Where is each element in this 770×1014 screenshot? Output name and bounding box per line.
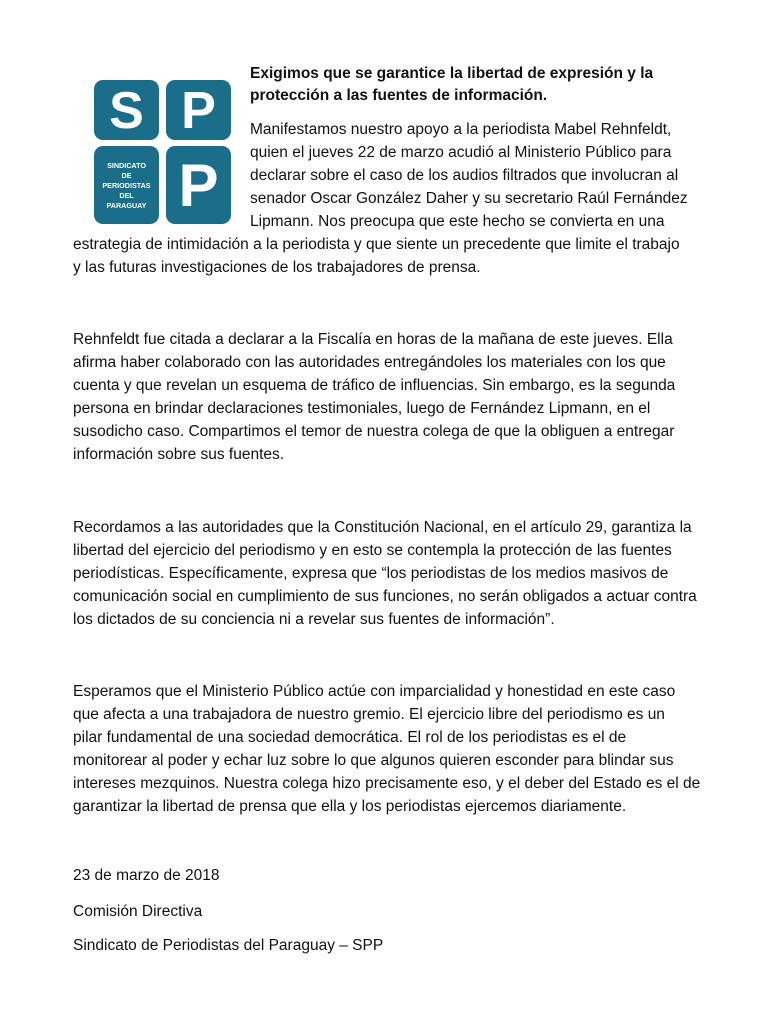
text-line: Recordamos a las autoridades que la Constitución Nacional, en el artículo 29, garantiza la xyxy=(73,519,692,536)
text-line: monitorear al poder y echar luz sobre lo que algunos quieren esconder para blindar sus xyxy=(73,752,674,769)
text-line: periodísticas. Específicamente, expresa que “los periodistas de los medios masivos de xyxy=(73,565,669,582)
logo-caption-4: DEL xyxy=(119,191,134,200)
organization-name: Sindicato de Periodistas del Paraguay – SPP xyxy=(73,937,384,954)
paragraph-3 xyxy=(73,516,743,631)
text-line: Lipmann. Nos preocupa que este hecho se convierta en una xyxy=(250,213,665,230)
paragraph-4 xyxy=(73,680,743,818)
text-line: senador Oscar González Daher y su secretario Raúl Fernández xyxy=(250,190,688,207)
logo-caption-5: PARAGUAY xyxy=(106,201,147,210)
text-line: intereses mezquinos. Nuestra colega hizo precisamente eso, y el deber del Estado es el de xyxy=(73,775,701,792)
logo-caption-2: DE xyxy=(121,171,132,180)
text-line: información sobre sus fuentes. xyxy=(73,446,285,463)
text-line: cuenta y que revelan un esquema de tráfico de influencias. Sin embargo, es la segunda xyxy=(73,377,676,394)
title-line: protección a las fuentes de información. xyxy=(250,87,548,104)
text-line: Esperamos que el Ministerio Público actúe con imparcialidad y honestidad en este caso xyxy=(73,683,676,700)
logo-letter-p-bottom: P xyxy=(178,152,219,219)
paragraph-1-continued xyxy=(73,233,743,279)
logo-caption-3: PERIODISTAS xyxy=(102,181,151,190)
title-line: Exigimos que se garantice la libertad de expresión y la xyxy=(250,65,654,82)
text-line: comunicación social en cumplimiento de sus funciones, no serán obligados a actuar contra xyxy=(73,588,697,605)
text-line: persona en brindar declaraciones testimoniales, luego de Fernández Lipmann, en el xyxy=(73,400,651,417)
text-line: afirma haber colaborado con las autoridades entregándoles los materiales con los que xyxy=(73,354,666,371)
logo-caption-1: SINDICATO xyxy=(107,161,146,170)
text-line: susodicho caso. Compartimos el temor de nuestra colega de que la obliguen a entregar xyxy=(73,423,675,440)
paragraph-2 xyxy=(73,328,743,466)
text-line: libertad del ejercicio del periodismo y en esto se contempla la protección de las fuentes xyxy=(73,542,672,559)
text-line: pilar fundamental de una sociedad democrática. El rol de los periodistas es el de xyxy=(73,729,627,746)
text-line: quien el jueves 22 de marzo acudió al Ministerio Público para xyxy=(250,144,672,161)
text-line: y las futuras investigaciones de los trabajadores de prensa. xyxy=(73,259,481,276)
text-line: que afecta a una trabajadora de nuestro gremio. El ejercicio libre del periodismo es un xyxy=(73,706,665,723)
text-line: declarar sobre el caso de los audios filtrados que involucran al xyxy=(250,167,679,184)
text-line: garantizar la libertad de prensa que ella y los periodistas ejercemos diariamente. xyxy=(73,798,627,815)
signatory: Comisión Directiva xyxy=(73,903,203,920)
text-line: Manifestamos nuestro apoyo a la periodista Mabel Rehnfeldt, xyxy=(250,121,672,138)
logo-letter-p-top: P xyxy=(181,82,216,140)
text-line: los dictados de su conciencia ni a revelar sus fuentes de información”. xyxy=(73,611,555,628)
document-title xyxy=(250,63,720,107)
text-line: estrategia de intimidación a la periodista y que siente un precedente que limite el trabajo xyxy=(73,236,680,253)
paragraph-1 xyxy=(250,118,730,233)
text-line: Rehnfeldt fue citada a declarar a la Fiscalía en horas de la mañana de este jueves. Ella xyxy=(73,331,673,348)
spp-logo xyxy=(94,80,234,226)
document-date: 23 de marzo de 2018 xyxy=(73,867,220,884)
logo-letter-s: S xyxy=(109,82,144,140)
